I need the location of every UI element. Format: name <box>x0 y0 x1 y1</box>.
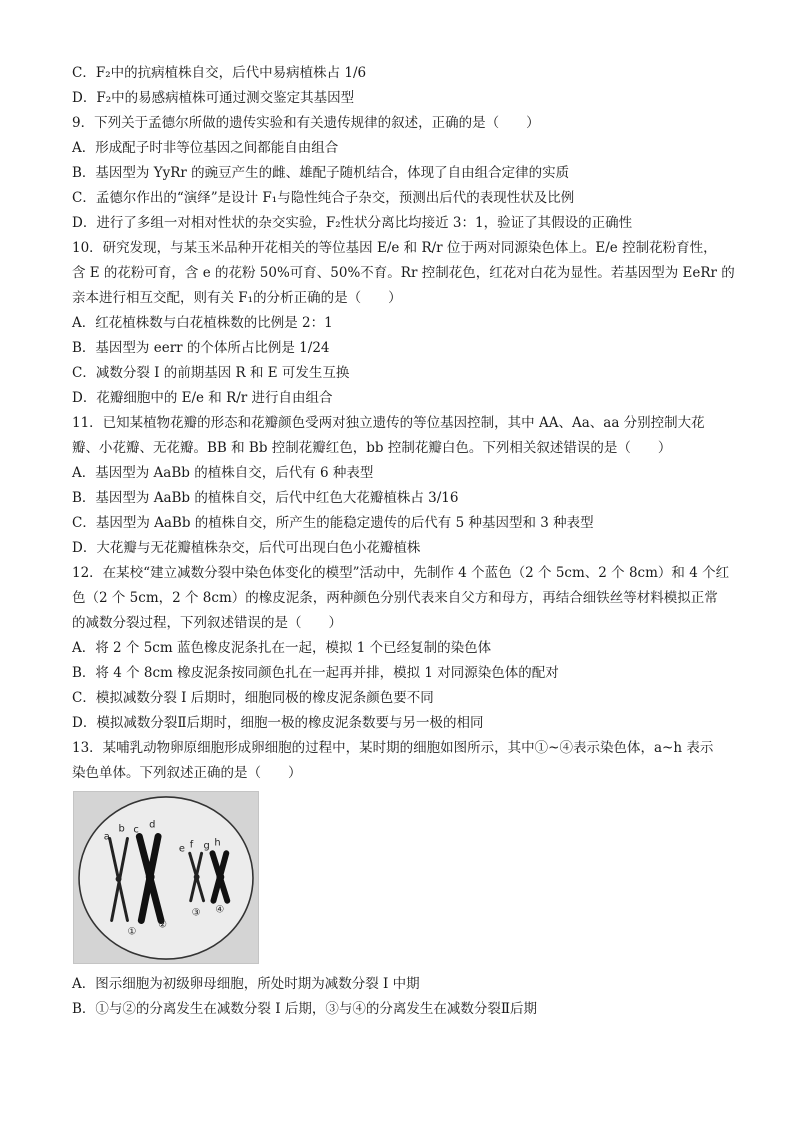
label-h: h <box>214 837 221 849</box>
option-10d: D．花瓣细胞中的 E/e 和 R/r 进行自由组合 <box>72 390 333 406</box>
label-f: f <box>189 839 194 851</box>
cell-chromosome-figure <box>73 791 259 964</box>
question-12-line-3: 的减数分裂过程，下列叙述错误的是（ ） <box>72 615 342 631</box>
option-9d: D．进行了多组一对相对性状的杂交实验，F₂性状分离比均接近 3：1，验证了其假设的正确性 <box>72 215 633 231</box>
question-11-line-2: 瓣、小花瓣、无花瓣。BB 和 Bb 控制花瓣红色，bb 控制花瓣白色。下列相关叙述错误的是（ ） <box>72 440 672 456</box>
label-chromosome-3: ③ <box>191 907 201 919</box>
option-11c: C．基因型为 AaBb 的植株自交，所产生的能稳定遗传的后代有 5 种基因型和 3 种表型 <box>72 515 594 531</box>
question-13-line-1: 13．某哺乳动物卵原细胞形成卵细胞的过程中，某时期的细胞如图所示，其中①~④表示染色体，a~h 表示 <box>72 740 714 756</box>
cell-membrane <box>79 797 253 959</box>
question-10-line-3: 亲本进行相互交配，则有关 F₁的分析正确的是（ ） <box>72 290 402 306</box>
option-12c: C．模拟减数分裂 I 后期时，细胞同极的橡皮泥条颜色要不同 <box>72 690 434 706</box>
option-9b: B．基因型为 YyRr 的豌豆产生的雌、雄配子随机结合，体现了自由组合定律的实质 <box>72 165 570 181</box>
question-11-line-1: 11．已知某植物花瓣的形态和花瓣颜色受两对独立遗传的等位基因控制，其中 AA、Aa、aa 分别控制大花 <box>72 415 705 431</box>
label-chromosome-1: ① <box>127 926 137 938</box>
label-b: b <box>118 823 125 835</box>
question-12-line-1: 12．在某校“建立减数分裂中染色体变化的模型”活动中，先制作 4 个蓝色（2 个 5cm、2 个 8cm）和 4 个红 <box>72 565 730 581</box>
option-10b: B．基因型为 eerr 的个体所占比例是 1/24 <box>72 340 330 356</box>
label-e: e <box>178 843 185 855</box>
label-chromosome-2: ② <box>158 919 167 931</box>
option-10c: C．减数分裂 I 的前期基因 R 和 E 可发生互换 <box>72 365 350 381</box>
option-10a: A．红花植株数与白花植株数的比例是 2：1 <box>72 315 333 331</box>
question-10-line-2: 含 E 的花粉可育，含 e 的花粉 50%可育、50%不育。Rr 控制花色，红花对白花为显性。若基因型为 EeRr 的 <box>72 265 735 281</box>
question-13-line-2: 染色单体。下列叙述正确的是（ ） <box>72 765 302 781</box>
label-chromosome-4: ④ <box>215 904 225 916</box>
option-9c: C．孟德尔作出的“演绎”是设计 F₁与隐性纯合子杂交，预测出后代的表现性状及比例 <box>72 190 575 206</box>
option-13b: B．①与②的分离发生在减数分裂 I 后期，③与④的分离发生在减数分裂Ⅱ后期 <box>72 1001 538 1017</box>
label-d: d <box>149 819 156 831</box>
option-9a: A．形成配子时非等位基因之间都能自由组合 <box>72 140 339 156</box>
option-12d: D．模拟减数分裂Ⅱ后期时，细胞一极的橡皮泥条数要与另一极的相同 <box>72 715 484 731</box>
label-c: c <box>133 824 139 836</box>
option-11b: B．基因型为 AaBb 的植株自交，后代中红色大花瓣植株占 3/16 <box>72 490 459 506</box>
option-8c: C．F₂中的抗病植株自交，后代中易病植株占 1/6 <box>72 65 367 81</box>
question-10-line-1: 10．研究发现，与某玉米品种开花相关的等位基因 E/e 和 R/r 位于两对同源染色体上。E/e 控制花粉育性， <box>72 240 717 256</box>
option-11d: D．大花瓣与无花瓣植株杂交，后代可出现白色小花瓣植株 <box>72 540 421 556</box>
label-a: a <box>103 831 110 843</box>
option-11a: A．基因型为 AaBb 的植株自交，后代有 6 种表型 <box>72 465 374 481</box>
option-13a: A．图示细胞为初级卵母细胞，所处时期为减数分裂 I 中期 <box>72 976 420 992</box>
option-8d: D．F₂中的易感病植株可通过测交鉴定其基因型 <box>72 90 355 106</box>
option-12b: B．将 4 个 8cm 橡皮泥条按同颜色扎在一起再并排，模拟 1 对同源染色体的配对 <box>72 665 559 681</box>
label-g: g <box>203 840 210 852</box>
question-9: 9．下列关于孟德尔所做的遗传实验和有关遗传规律的叙述，正确的是（ ） <box>72 115 540 131</box>
option-12a: A．将 2 个 5cm 蓝色橡皮泥条扎在一起，模拟 1 个已经复制的染色体 <box>72 640 492 656</box>
question-12-line-2: 色（2 个 5cm，2 个 8cm）的橡皮泥条，两种颜色分别代表来自父方和母方，再结合细铁丝等材料模拟正常 <box>72 590 718 606</box>
